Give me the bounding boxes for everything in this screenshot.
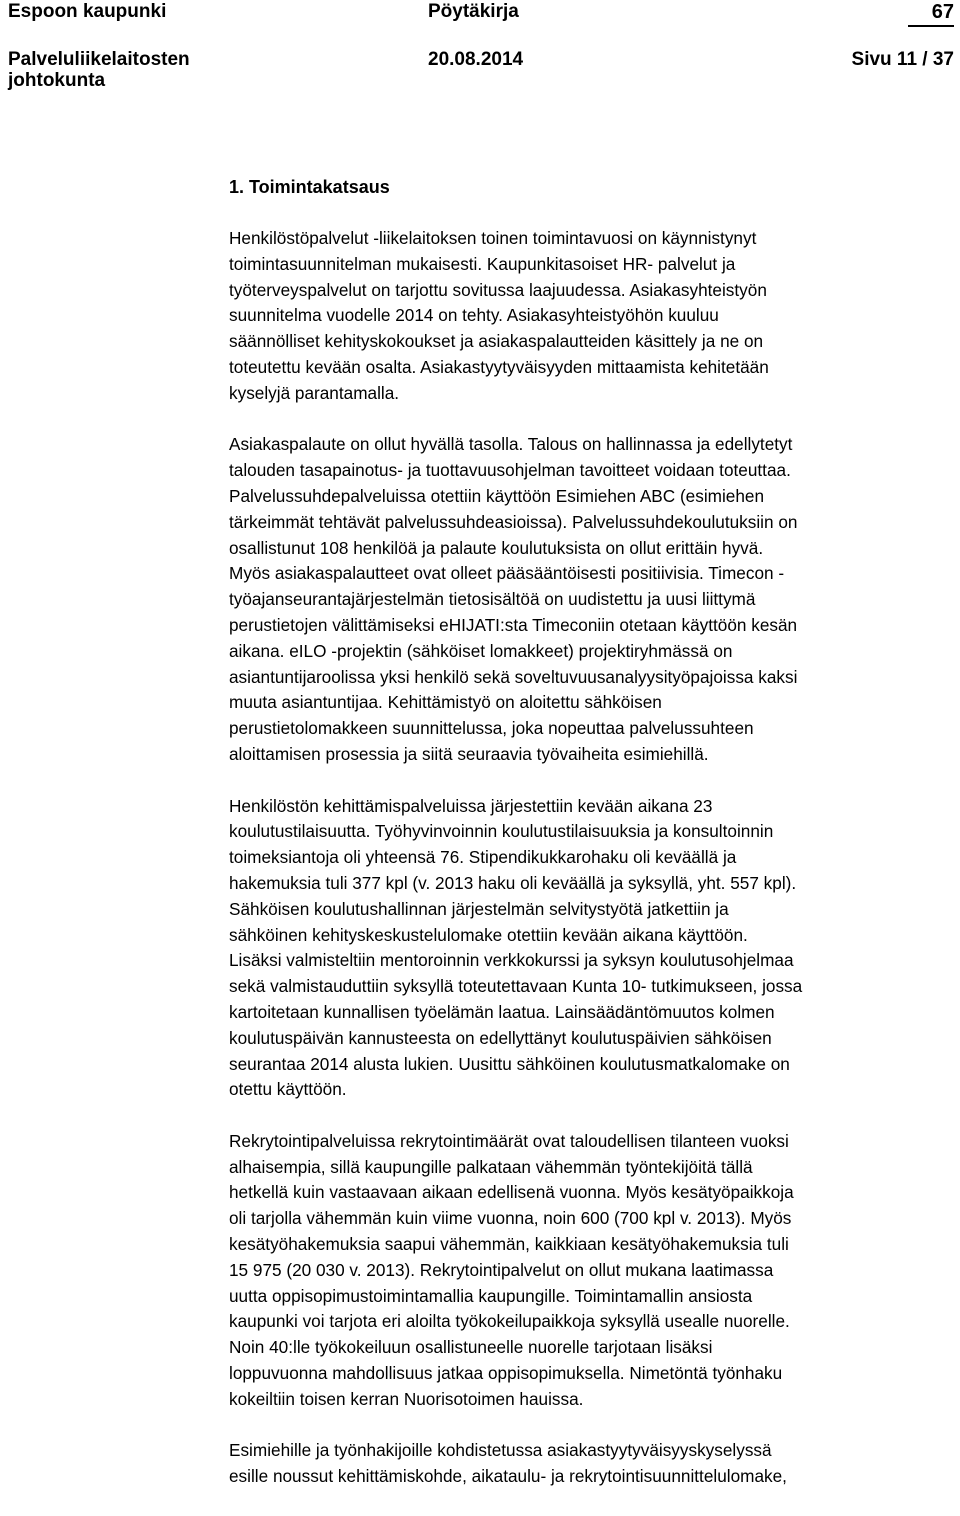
header-document-type: Pöytäkirja: [428, 1, 519, 22]
header-organization: Espoon kaupunki: [8, 1, 167, 22]
header-page-number: Sivu 11 / 37: [851, 49, 954, 70]
paragraph-customer-survey: Esimiehille ja työnhakijoille kohdistetussa asiakastyytyväisyyskyselyssä esille noussut kehittämiskohde, aikataulu- ja rekrytointisuunnittelulomake,: [229, 1440, 787, 1487]
paragraph-customer-feedback: Asiakaspalaute on ollut hyvällä tasolla. Talous on hallinnassa ja edellytetyt talouden tasapainotus- ja tuottavuusohjelman tavoitteet voidaan toteuttaa. Palvelussuhdepalveluissa otettiin käyttöön Esimiehen ABC (esimiehen tärkeimmät tehtävät palvelussuhdeasioissa). Palvelussuhdekoulutuksiin on osallistunut 108 henkilöä ja palaute koulutuksista on ollut erittäin hyvä. Myös asiakaspalautteet ovat olleet pääsääntöisesti positiivisia. Timecon - työajanseurantajärjestelmän tietosisältöä on uudistettu ja uusi liittymä perustietojen välittämiseksi eHIJATI:sta Timeconiin otetaan käyttöön kesän aikana. eILO -projektin (sähköiset lomakkeet) projektiryhmässä on asiantuntijaroolissa yksi henkilö sekä soveltuvuusanalyysityöpajoissa kaksi muuta asiantuntijaa. Kehittämistyö on aloitettu sähköisen perustietolomakkeen suunnittelussa, joka nopeuttaa palvelussuhteen aloittamisen prosessia ja siitä seuraavia työvaiheita esimiehillä.: [229, 434, 798, 764]
paragraph-development-services: Henkilöstön kehittämispalveluissa järjestettiin kevään aikana 23 koulutustilaisuutta. Työhyvinvoinnin koulutustilaisuuksia ja konsultoinnin toimeksiantoja oli yhteensä 76. Stipendikukkarohaku oli keväällä ja hakemuksia tuli 377 kpl (v. 2013 haku oli keväällä ja syksyllä, yht. 557 kpl). Sähköisen koulutushallinnan järjestelmän selvitystyötä jatkettiin ja sähköinen kehityskeskustelulomake otettiin kevään aikana käyttöön. Lisäksi valmisteltiin mentoroinnin verkkokurssi ja syksyn koulutusohjelmaa sekä valmistauduttiin syksyllä toteutettavaan Kunta 10- tutkimukseen, jossa kartoitetaan kunnallisen työelämän laatua. Lainsäädäntömuutos kolmen koulutuspäivän kannusteesta on edellyttänyt koulutuspäivien sähköisen seurantaa 2014 alusta lukien. Uusittu sähköinen koulutusmatkalomake on otettu käyttöön.: [229, 795, 803, 1100]
paragraph-recruitment-services: Rekrytointipalveluissa rekrytointimäärät ovat taloudellisen tilanteen vuoksi alhaisempia, sillä kaupungille palkataan vähemmän työntekijöitä tällä hetkellä kuin vastaavaan aikaan edellisenä vuonna. Myös kesätyöpaikkoja oli tarjolla vähemmän kuin viime vuonna, noin 600 (700 kpl v. 2013). Myös kesätyöhakemuksia saapui vähemmän, kaikkiaan kesätyöhakemuksia tuli 15 975 (20 030 v. 2013). Rekrytointipalvelut on ollut mukana laatimassa uutta oppisopimustoimintamallia kaupungille. Toimintamallin ansiosta kaupunki voi tarjota eri aloilta työkokeilupaikkoja syksyllä usealle nuorelle. Noin 40:lle työkokeiluun osallistuneelle nuorelle tarjotaan lisäksi loppuvuonna mahdollisuus jatkaa oppisopimuksella. Nimetöntä työnhaku kokeiltiin toisen kerran Nuorisotoimen hauissa.: [229, 1130, 794, 1409]
document-body: [229, 175, 957, 1516]
section-title: 1. Toimintakatsaus: [229, 177, 390, 197]
section-number-underline: [908, 25, 954, 27]
header-date: 20.08.2014: [428, 49, 524, 70]
header-section-number: 67: [931, 1, 954, 23]
paragraph-intro: Henkilöstöpalvelut -liikelaitoksen toinen toimintavuosi on käynnistynyt toimintasuunnitelman mukaisesti. Kaupunkitasoiset HR- palvelut ja työterveyspalvelut on tarjottu sovitussa laajuudessa. Asiakasyhteistyön suunnitelma vuodelle 2014 on tehty. Asiakasyhteistyöhön kuuluu säännölliset kehityskokoukset ja asiakaspalautteiden käsittely ja ne on toteutettu kevään osalta. Asiakastyytyväisyyden mittaamista kehitetään kyselyjä parantamalla.: [229, 228, 769, 403]
header-unit: Palveluliikelaitosten johtokunta: [8, 49, 190, 91]
